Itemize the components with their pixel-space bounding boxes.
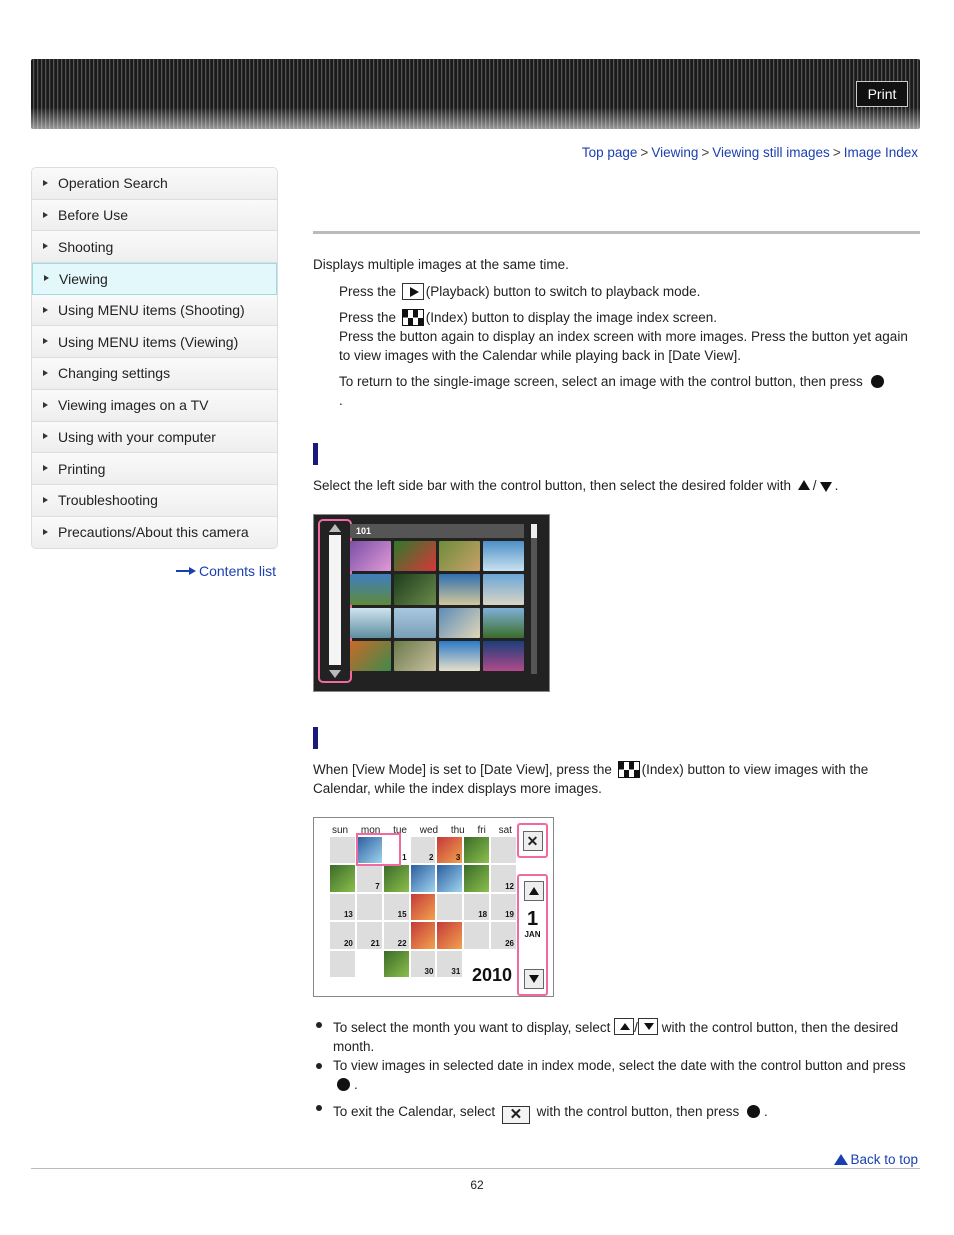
calendar-cell: 2	[411, 837, 436, 863]
bullet-1-pre: To select the month you want to display, select	[333, 1020, 611, 1035]
slash: /	[812, 478, 817, 493]
calendar-cell	[384, 865, 409, 891]
arrow-right-icon	[43, 529, 48, 535]
scroll-down-icon	[329, 670, 341, 678]
sidebar-item-label: Precautions/About this camera	[58, 524, 249, 541]
thumbnail	[439, 541, 480, 571]
thumbnail	[350, 641, 391, 671]
back-to-top-link[interactable]	[834, 1152, 918, 1167]
breadcrumb-top-page[interactable]: Top page	[581, 145, 638, 160]
arrow-right-icon	[43, 243, 48, 249]
contents-list-label: Contents list	[199, 563, 277, 579]
sidebar-item-precautions[interactable]	[32, 517, 277, 549]
month-navigation-frame	[517, 874, 548, 996]
title-divider	[313, 231, 920, 234]
calendar-cell	[330, 865, 355, 891]
center-button-icon	[871, 375, 884, 388]
triangle-up-icon	[834, 1154, 848, 1165]
thumbnail	[483, 641, 524, 671]
close-icon: ✕	[502, 1106, 530, 1124]
calendar-cell	[330, 951, 355, 977]
center-button-icon	[337, 1078, 350, 1091]
breadcrumb-separator: >	[832, 145, 841, 160]
weekday: mon	[360, 825, 381, 836]
sidebar-item-changing-settings[interactable]	[32, 358, 277, 390]
breadcrumb-viewing-still-images[interactable]: Viewing still images	[712, 145, 830, 160]
sidebar-item-computer[interactable]	[32, 422, 277, 454]
sidebar-item-menu-viewing[interactable]	[32, 326, 277, 358]
month-number: 1	[526, 908, 539, 930]
calendar-cell	[464, 865, 489, 891]
bullet-2-end: .	[354, 1077, 358, 1092]
sidebar-item-viewing-tv[interactable]	[32, 390, 277, 422]
sidebar-item-operation-search[interactable]	[32, 168, 277, 200]
section-1-pre: Select the left side bar with the control button, then select the desired folder with	[313, 478, 792, 493]
contents-list-link[interactable]	[176, 563, 276, 579]
calendar-cell: 21	[357, 922, 382, 948]
scrollbar	[531, 524, 537, 674]
calendar-cell	[330, 837, 355, 863]
calendar-cell: 13	[330, 894, 355, 920]
calendar-cell: 19	[491, 894, 516, 920]
thumbnail	[350, 608, 391, 638]
calendar-cell	[357, 894, 382, 920]
sidebar-item-troubleshooting[interactable]	[32, 485, 277, 517]
page-number: 62	[470, 1178, 484, 1192]
section-marker	[313, 443, 318, 465]
slash: /	[634, 1020, 638, 1035]
thumbnail	[350, 541, 391, 571]
step-2-post: (Index) button to display the image index screen.	[425, 310, 717, 325]
arrow-right-icon	[43, 307, 48, 313]
bullet-3-post: with the control button, then press	[536, 1104, 740, 1119]
down-button-icon	[638, 1018, 658, 1035]
calendar-cell: 15	[384, 894, 409, 920]
breadcrumb-separator: >	[640, 145, 649, 160]
calendar-cell: 22	[384, 922, 409, 948]
sidebar-item-label: Using MENU items (Shooting)	[58, 302, 245, 319]
print-button[interactable]: Print	[856, 81, 908, 107]
folder-label: 101	[350, 524, 524, 538]
step-3-end: .	[339, 393, 343, 408]
weekday: sat	[498, 825, 512, 836]
calendar-cell	[384, 951, 409, 977]
sidebar-item-label: Viewing images on a TV	[58, 397, 209, 414]
arrow-right-icon	[43, 465, 48, 471]
calendar-cell	[464, 922, 489, 948]
breadcrumb-viewing[interactable]: Viewing	[651, 145, 699, 160]
thumbnail-grid	[350, 541, 524, 671]
month-up-icon	[524, 881, 544, 901]
bullet-3-pre: To exit the Calendar, select	[333, 1104, 496, 1119]
thumbnail	[394, 641, 435, 671]
thumbnail	[394, 608, 435, 638]
step-1-pre: Press the	[339, 284, 397, 299]
calendar-cell	[491, 837, 516, 863]
sidebar-item-label: Shooting	[58, 238, 114, 255]
up-arrow-icon	[798, 480, 810, 490]
calendar-cell: 30	[411, 951, 436, 977]
up-button-icon	[614, 1018, 634, 1035]
bullet-3	[333, 1102, 913, 1124]
month-down-icon	[524, 969, 544, 989]
thumbnail	[483, 541, 524, 571]
arrow-right-icon	[43, 497, 48, 503]
selected-date-frame	[356, 833, 401, 866]
calendar-cell	[411, 865, 436, 891]
step-1-post: (Playback) button to switch to playback mode.	[425, 284, 701, 299]
bullet-3-end: .	[764, 1104, 768, 1119]
section-marker	[313, 727, 318, 749]
section-2-pre: When [View Mode] is set to [Date View], press the	[313, 762, 612, 777]
calendar-cell: 26	[491, 922, 516, 948]
weekday: tue	[393, 825, 407, 836]
thumbnail	[394, 574, 435, 604]
index-icon	[402, 309, 424, 326]
arrow-right-icon	[43, 212, 48, 218]
section-2-text	[313, 760, 913, 798]
weekday: sun	[332, 825, 349, 836]
calendar-cell	[464, 837, 489, 863]
weekday: thu	[450, 825, 465, 836]
calendar-cell	[437, 922, 462, 948]
sidebar-item-menu-shooting[interactable]	[32, 295, 277, 327]
sidebar-item-label: Troubleshooting	[58, 492, 158, 509]
breadcrumb-image-index[interactable]: Image Index	[843, 145, 918, 160]
step-2	[339, 308, 914, 365]
step-2-more: Press the button again to display an index screen with more images. Press the button yet again to view images with the Calendar while playing back in [Date View].	[339, 329, 908, 363]
arrow-right-icon	[44, 275, 49, 281]
step-3	[339, 372, 914, 410]
sidebar-item-label: Using MENU items (Viewing)	[58, 333, 239, 350]
step-3-text: To return to the single-image screen, select an image with the control button, then press	[339, 374, 863, 389]
arrow-right-icon	[43, 338, 48, 344]
sidebar-item-label: Changing settings	[58, 365, 171, 382]
calendar-cell: 12	[491, 865, 516, 891]
side-bar-track	[329, 535, 341, 665]
folder-side-bar	[318, 519, 352, 683]
bullet-2-text: To view images in selected date in index mode, select the date with the control button and press	[333, 1058, 906, 1073]
calendar-cell	[437, 894, 462, 920]
sidebar-item-before-use[interactable]	[32, 200, 277, 232]
bullet-1-post: with the control button, then the desired month.	[333, 1020, 899, 1054]
calendar-cell	[437, 865, 462, 891]
center-button-icon	[747, 1105, 760, 1118]
calendar-cell: 3	[437, 837, 462, 863]
weekday: fri	[477, 825, 486, 836]
calendar-year: 2010	[472, 965, 513, 985]
bullet-icon	[316, 1063, 322, 1069]
header-banner	[31, 59, 920, 129]
bullet-2	[333, 1056, 913, 1094]
calendar-cell: 1	[384, 837, 409, 863]
sidebar-item-viewing[interactable]	[32, 263, 277, 295]
footer-divider	[31, 1168, 920, 1169]
step-2-pre: Press the	[339, 310, 397, 325]
thumbnail	[394, 541, 435, 571]
calendar-cell	[357, 951, 382, 977]
thumbnail	[483, 574, 524, 604]
bullet-icon	[316, 1105, 322, 1111]
calendar-cell: 31	[437, 951, 462, 977]
sidebar-item-label: Operation Search	[58, 175, 168, 192]
thumbnail	[350, 574, 391, 604]
index-screen-image	[313, 514, 550, 692]
close-icon: ✕	[523, 831, 543, 851]
thumbnail	[439, 641, 480, 671]
section-1-end: .	[834, 478, 839, 493]
sidebar-item-label: Printing	[58, 460, 106, 477]
calendar-screen-image	[313, 817, 554, 997]
arrow-right-icon	[43, 402, 48, 408]
calendar-cell	[411, 894, 436, 920]
index-icon	[618, 761, 640, 778]
thumbnail	[483, 608, 524, 638]
step-1	[339, 282, 914, 301]
sidebar-item-label: Viewing	[59, 270, 108, 287]
breadcrumb	[582, 145, 918, 160]
back-to-top-label: Back to top	[850, 1152, 918, 1167]
scroll-up-icon	[329, 524, 341, 532]
month-name: JAN	[524, 930, 541, 939]
sidebar-item-shooting[interactable]	[32, 231, 277, 263]
thumbnail	[439, 608, 480, 638]
bullet-icon	[316, 1022, 322, 1028]
sidebar-item-label: Before Use	[58, 207, 129, 224]
playback-icon	[402, 283, 424, 300]
section-2-post: (Index) button to view images with the Calendar, while the index displays more images.	[313, 762, 869, 796]
sidebar-item-label: Using with your computer	[58, 428, 216, 445]
down-arrow-icon	[820, 482, 832, 492]
calendar-cell: 18	[464, 894, 489, 920]
intro-text: Displays multiple images at the same time.	[313, 257, 569, 272]
sidebar-item-printing[interactable]	[32, 453, 277, 485]
bullet-1	[333, 1018, 913, 1056]
arrow-right-icon	[43, 370, 48, 376]
breadcrumb-separator: >	[701, 145, 710, 160]
thumbnail	[439, 574, 480, 604]
calendar-cell: 7	[357, 865, 382, 891]
section-1-text	[313, 476, 913, 495]
arrow-right-icon	[43, 433, 48, 439]
weekday: wed	[419, 825, 439, 836]
calendar-cell: 20	[330, 922, 355, 948]
sidebar-nav	[31, 167, 278, 549]
arrow-right-icon	[176, 567, 196, 575]
arrow-right-icon	[43, 180, 48, 186]
calendar-close-frame	[517, 823, 548, 858]
calendar-cell	[411, 922, 436, 948]
